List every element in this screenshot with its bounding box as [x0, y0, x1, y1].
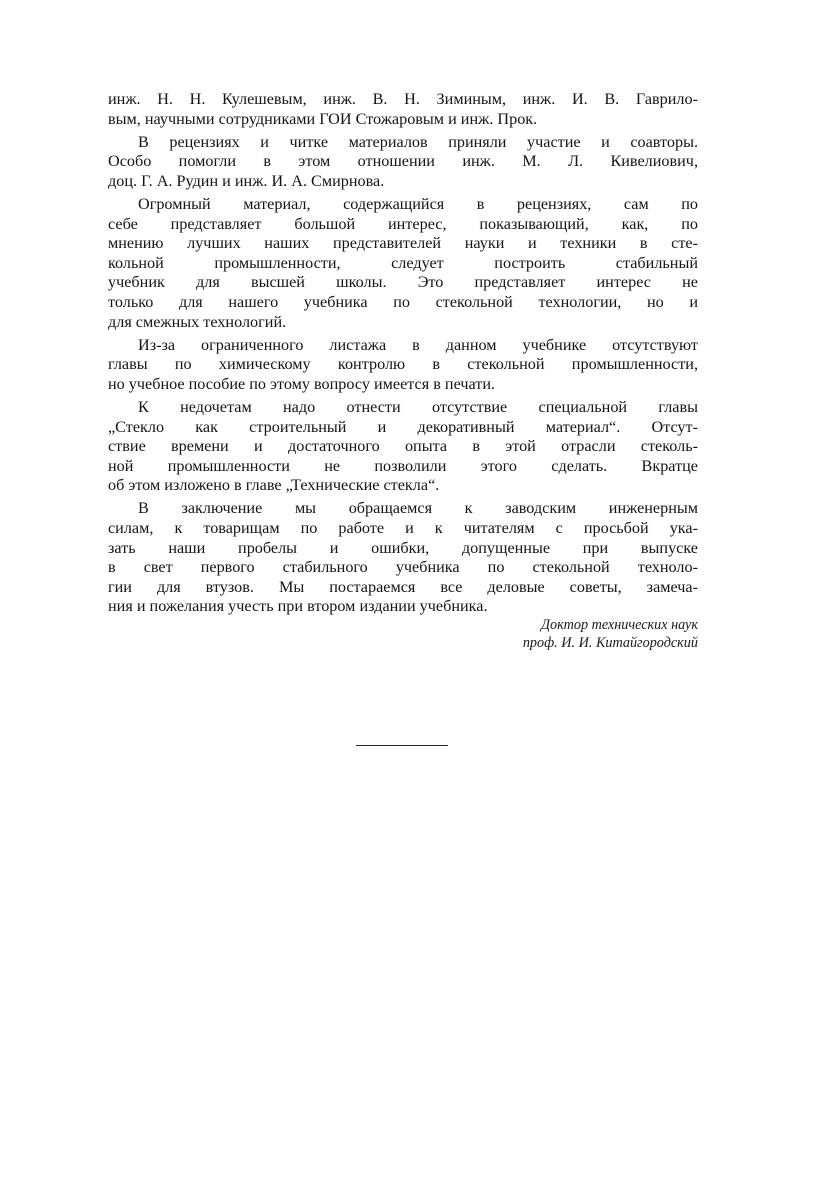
text-line: кольной промышленности, следует построить стабильный	[108, 253, 698, 272]
text-line: в свет первого стабильного учебника по стекольной техноло-	[108, 558, 698, 577]
end-divider	[356, 745, 448, 746]
text-line: ной промышленности не позволили этого сделать. Вкратце	[108, 456, 698, 475]
text-line: об этом изложено в главе „Технические стекла“.	[108, 476, 440, 495]
author-signature	[523, 617, 698, 652]
text-line: В рецензиях и читке материалов приняли участие и соавторы.	[138, 132, 698, 151]
text-line: ния и пожелания учесть при втором издании учебника.	[108, 597, 488, 616]
text-line: В заключение мы обращаемся к заводским инженерным	[138, 499, 698, 518]
paragraph	[108, 499, 698, 617]
text-line: мнению лучших наших представителей науки и техники в сте-	[108, 234, 698, 253]
text-line: вым, научными сотрудниками ГОИ Стожаровым и инж. Прок.	[108, 109, 538, 128]
text-line: главы по химическому контролю в стекольной промышленности,	[108, 355, 698, 374]
text-line: Особо помогли в этом отношении инж. М. Л. Кивелиович,	[108, 152, 698, 171]
text-line: „Стекло как строительный и декоративный материал“. Отсут-	[108, 417, 698, 436]
text-line: доц. Г. А. Рудин и инж. И. А. Смирнова.	[108, 171, 385, 190]
text-line: инж. Н. Н. Кулешевым, инж. В. Н. Зиминым, инж. И. В. Гаврило-	[108, 90, 698, 108]
paragraph	[108, 195, 698, 332]
text-line: Из-за ограниченного листажа в данном учебнике отсутствуют	[138, 335, 698, 354]
text-line: только для нашего учебника по стекольной технологии, но и	[108, 292, 698, 311]
author-title: Доктор технических наук	[541, 617, 698, 633]
paragraph	[108, 336, 698, 395]
text-line: учебник для высшей школы. Это представляет интерес не	[108, 273, 698, 292]
text-line: гии для втузов. Мы постараемся все деловые советы, замеча-	[108, 577, 698, 596]
text-line: зать наши пробелы и ошибки, допущенные при выпуске	[108, 538, 698, 557]
text-line: но учебное пособие по этому вопросу имеется в печати.	[108, 374, 496, 393]
preface-text	[108, 90, 698, 617]
text-line: К недочетам надо отнести отсутствие специальной главы	[138, 397, 698, 416]
text-line: ствие времени и достаточного опыта в этой отрасли стеколь-	[108, 437, 698, 456]
text-line: силам, к товарищам по работе и к читателям с просьбой ука-	[108, 518, 698, 537]
text-line: себе представляет большой интерес, показывающий, как, по	[108, 214, 698, 233]
paragraph	[108, 398, 698, 496]
paragraph	[108, 90, 698, 129]
paragraph	[108, 133, 698, 192]
author-name: проф. И. И. Китайгородский	[522, 634, 698, 651]
text-line: для смежных технологий.	[108, 312, 287, 331]
text-line: Огромный материал, содержащийся в рецензиях, сам по	[138, 194, 698, 213]
